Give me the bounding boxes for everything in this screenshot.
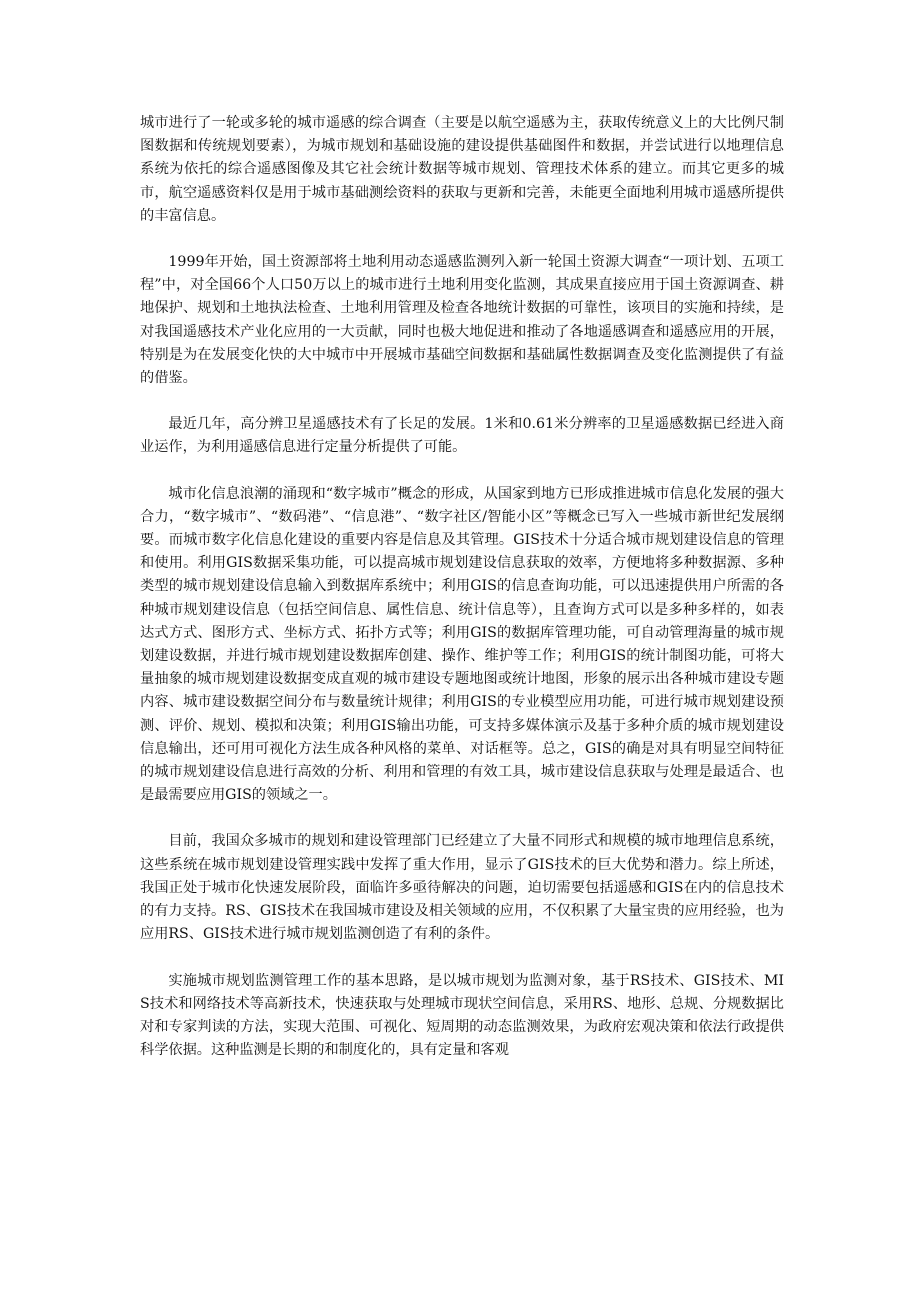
paragraph-5: 目前，我国众多城市的规划和建设管理部门已经建立了大量不同形式和规模的城市地理信息系统，这些系统在城市规划建设管理实践中发挥了重大作用，显示了GIS技术的巨大优势和潜力。综上所述，我国正处于城市化快速发展阶段，面临许多亟待解决的问题，迫切需要包括遥感和GIS在内的信息技术的有力支持。RS、GIS技术在我国城市建设及相关领域的应用，不仅积累了大量宝贵的应用经验，也为应用RS、GIS技术进行城市规划监测创造了有利的条件。 [140, 833, 784, 943]
document-body [140, 112, 784, 1085]
paragraph-1: 城市进行了一轮或多轮的城市遥感的综合调查（主要是以航空遥感为主，获取传统意义上的大比例尺制图数据和传统规划要素），为城市规划和基础设施的建设提供基础图件和数据，并尝试进行以地理信息系统为依托的综合遥感图像及其它社会统计数据等城市规划、管理技术体系的建立。而其它更多的城市，航空遥感资料仅是用于城市基础测绘资料的获取与更新和完善，未能更全面地利用城市遥感所提供的丰富信息。 [140, 115, 784, 224]
paragraph-3: 最近几年，高分辨卫星遥感技术有了长足的发展。1米和0.61米分辨率的卫星遥感数据已经进入商业运作，为利用遥感信息进行定量分析提供了可能。 [140, 416, 784, 456]
paragraph-6: 实施城市规划监测管理工作的基本思路，是以城市规划为监测对象，基于RS技术、GIS技术、MIS技术和网络技术等高新技术，快速获取与处理城市现状空间信息，采用RS、地形、总规、分规数据比对和专家判读的方法，实现大范围、可视化、短周期的动态监测效果，为政府宏观决策和依法行政提供科学依据。这种监测是长期的和制度化的，具有定量和客观 [140, 972, 784, 1059]
paragraph-4: 城市化信息浪潮的涌现和“数字城市”概念的形成，从国家到地方已形成推进城市信息化发展的强大合力，“数字城市”、“数码港”、“信息港”、“数字社区/智能小区”等概念已写入一些城市新世纪发展纲要。而城市数字化信息化建设的重要内容是信息及其管理。GIS技术十分适合城市规划建设信息的管理和使用。利用GIS数据采集功能，可以提高城市规划建设信息获取的效率，方便地将多种数据源、多种类型的城市规划建设信息输入到数据库系统中；利用GIS的信息查询功能，可以迅速提供用户所需的各种城市规划建设信息（包括空间信息、属性信息、统计信息等），且查询方式可以是多种多样的，如表达式方式、图形方式、坐标方式、拓扑方式等；利用GIS的数据库管理功能，可自动管理海量的城市规划建设数据，并进行城市规划建设数据库创建、操作、维护等工作；利用GIS的统计制图功能，可将大量抽象的城市规划建设数据变成直观的城市建设专题地图或统计地图，形象的展示出各种城市建设专题内容、城市建设数据空间分布与数量统计规律；利用GIS的专业模型应用功能，可进行城市规划建设预测、评价、规划、模拟和决策；利用GIS输出功能，可支持多媒体演示及基于多种介质的城市规划建设信息输出，还可用可视化方法生成各种风格的菜单、对话框等。总之，GIS的确是对具有明显空间特征的城市规划建设信息进行高效的分析、利用和管理的有效工具，城市建设信息获取与处理是最适合、也是最需要应用GIS的领域之一。 [140, 485, 784, 804]
paragraph-2: 1999年开始，国土资源部将土地利用动态遥感监测列入新一轮国土资源大调查“一项计划、五项工程”中，对全国66个人口50万以上的城市进行土地利用变化监测，其成果直接应用于国土资源调查、耕地保护、规划和土地执法检查、土地利用管理及检查各地统计数据的可靠性，该项目的实施和持续，是对我国遥感技术产业化应用的一大贡献，同时也极大地促进和推动了各地遥感调查和遥感应用的开展，特别是为在发展变化快的大中城市中开展城市基础空间数据和基础属性数据调查及变化监测提供了有益的借鉴。 [140, 254, 784, 387]
